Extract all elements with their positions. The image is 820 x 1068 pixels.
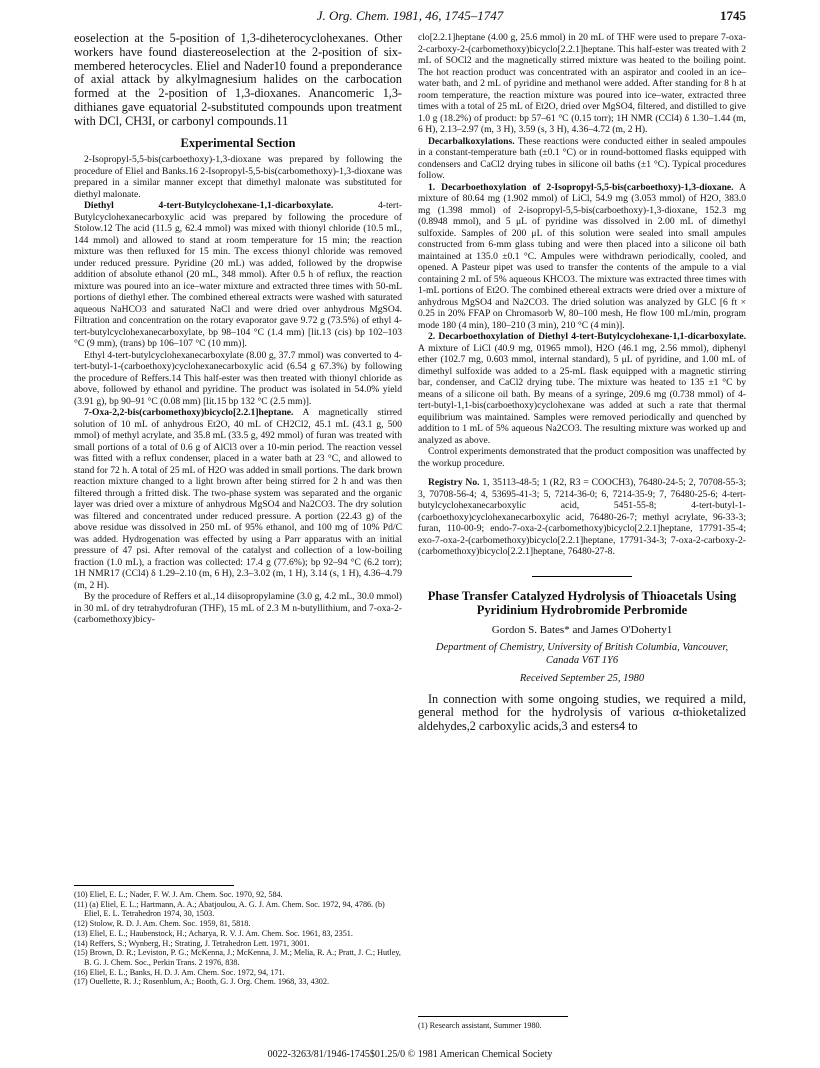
footnote: (14) Reffers, S.; Wynberg, H.; Strating, J. Tetrahedron Lett. 1971, 3001.: [74, 938, 310, 948]
paragraph: Diethyl 4-tert-Butylcyclohexane-1,1-dicarboxylate. 4-tert-Butylcyclohexanecarboxylic acid was prepared by following the procedure of Stolow.12 The acid (11.5 g, 62.4 mmol) was mixed with thionyl chloride (10.5 mL, 144 mmol) and allowed to stand at room temperature for 15 min; the reaction mixture was then refluxed for 15 min. The excess thionyl chloride was removed under reduced pressure. Pyridine (20 mL) was added, followed by the dropwise addition of absolute ethanol (20 mL, 348 mmol). After 0.5 h of reflux, the reaction mixture was poured into an ice–water mixture and extracted three times with 50-mL portions of diethyl ether. The combined ethereal extracts were washed with saturated aqueous NaHCO3 and saturated NaCl and were dried over anhydrous MgSO4. Filtration and concentration on the rotary evaporator gave 9.72 g (73.5%) of ethyl 4-tert-butylcyclohexanecarboxylate, bp 98–104 °C (1.4 mm) [lit.13 (cis) bp 102–103 °C (9 mm), (trans) bp 106–107 °C (10 mm)].: [74, 200, 402, 350]
affiliation: Department of Chemistry, University of British Columbia, Vancouver, Canada V6T 1Y6: [435, 642, 729, 666]
footnote-rule: [418, 1016, 568, 1017]
paragraph: Decarbalkoxylations. These reactions were conducted either in sealed ampoules in a constant-temperature bath (±0.1 °C) or in round-bottomed flasks equipped with condensers and CaCl2 drying tubes in silicone oil baths (±1 °C). Typical procedures follow.: [418, 135, 746, 181]
page-footer: 0022-3263/81/1946-1745$01.25/0 © 1981 American Chemical Society: [267, 1049, 553, 1060]
paragraph-heading: 7-Oxa-2,2-bis(carbomethoxy)bicyclo[2.2.1]heptane.: [84, 407, 294, 419]
paragraph-heading: 1. Decarboethoxylation of 2-Isopropyl-5,5-bis(carboethoxy)-1,3-dioxane.: [428, 181, 734, 193]
footnote: (13) Eliel, E. L.; Haubenstock, H.; Acharya, R. V. J. Am. Chem. Soc. 1961, 83, 2351.: [74, 928, 353, 938]
paragraph: 2-Isopropyl-5,5-bis(carboethoxy)-1,3-dioxane was prepared by following the procedure of Eliel and Banks.16 2-Isopropyl-5,5-bis(carbomethoxy)-1,3-dioxane was prepared in a similar manner except that dimethyl malonate was substituted for diethyl malonate.: [74, 154, 402, 200]
registry-paragraph: Registry No. 1, 35113-48-5; 1 (R2, R3 = COOCH3), 76480-24-5; 2, 70708-55-3; 3, 70708-56-4; 4, 53695-41-3; 5, 7214-36-0; 6, 7214-35-9; 7, 76480-25-6; 4-tert-butylcyclohexanecarboxylic acid, 5451-55-8; 4-tert-butyl-1-(carboethoxy)cyclohexanecarboxylic acid, 76480-26-7; methyl acrylate, 96-33-3; furan, 110-00-9; endo-7-oxa-2-(carbomethoxy)bicyclo[2.2.1]heptane, 17791-35-4; exo-7-oxa-2-(carbomethoxy)bicyclo[2.2.1]heptane, 17791-34-3; 7-oxa-2-carboxy-2-(carbomethoxy)bicyclo[2.2.1]heptane, 76480-27-8.: [418, 477, 747, 557]
received-date: Received September 25, 1980: [519, 673, 645, 684]
footnote: (15) Brown, D. R.; Leviston, P. G.; McKenna, J.; McKenna, J. M.; Melia, R. A.; Pratt, J. C.; Hutley, B. G. J. Chem. Soc., Perkin Trans. 2 1976, 838.: [74, 948, 401, 967]
footnote: (1) Research assistant, Summer 1980.: [418, 1021, 542, 1030]
paragraph-heading: Decarbalkoxylations.: [428, 135, 515, 147]
footnote: (16) Eliel, E. L.; Banks, H. D. J. Am. Chem. Soc. 1972, 94, 171.: [74, 967, 285, 977]
intro-paragraph: eoselection at the 5-position of 1,3-diheterocyclohexanes. Other workers have found diastereoselection at the 2-position of six-membered heterocycles. Eliel and Nader10 found a preponderance of axial attack by alkylmagnesium halides on the carbocation formed at the 2-position of 1,3-dioxanes. Anancomeric 1,3-dithianes gave equatorial 2-substituted compounds upon treatment with DCl, CH3I, or carbonyl compounds.11: [74, 31, 402, 128]
journal-citation: J. Org. Chem. 1981, 46, 1745–1747: [316, 8, 504, 23]
authors: Gordon S. Bates* and James O'Doherty1: [491, 623, 673, 636]
paragraph: Ethyl 4-tert-butylcyclohexanecarboxylate (8.00 g, 37.7 mmol) was converted to 4-tert-butyl-1-(carboethoxy)cyclohexanecarboxylic acid (6.54 g 67.3%) by following the procedure of Reffers.14 This half-ester was then treated with thionyl chloride as above, followed by ethanol and pyridine. The product was isolated in 54.0% yield (3.91 g), bp 90–91 °C (0.08 mm) [lit.15 bp 132 °C (2.5 mm)].: [74, 349, 402, 407]
paragraph: By the procedure of Reffers et al.,14 diisopropylamine (3.0 g, 4.2 mL, 30.0 mmol) in 30 mL of dry tetrahydrofuran (THF), 15 mL of 2.3 M n-butyllithium, and 7-oxa-2-(carbomethoxy)bicy-: [74, 591, 402, 626]
paragraph-heading: Diethyl 4-tert-Butylcyclohexane-1,1-dicarboxylate.: [84, 200, 334, 212]
page-number: 1745: [720, 8, 746, 23]
article-divider: [532, 576, 632, 577]
registry-heading: Registry No.: [428, 477, 480, 488]
paragraph: Control experiments demonstrated that the product composition was unaffected by the workup procedure.: [418, 446, 746, 469]
left-column: [74, 32, 402, 626]
right-column: [418, 32, 746, 734]
article-title: Phase Transfer Catalyzed Hydrolysis of Thioacetals Using Pyridinium Hydrobromide Perbromide: [427, 588, 737, 617]
footnotes: [74, 885, 402, 987]
right-footnote: [418, 1016, 746, 1030]
paragraph: 2. Decarboethoxylation of Diethyl 4-tert-Butylcyclohexane-1,1-dicarboxylate. A mixture of LiCl (40.9 mg, 01965 mmol), H2O (46.1 mg, 2.56 mmol), diphenyl ether (102.7 mg, 0.603 mmol, internal standard), 5 μL of pyridine, and 1.00 mL of dimethyl sulfoxide was added to a 25-mL flask equipped with a magnetic stirring bar, condenser, and CaCl2 drying tube. The mixture was heated to 135 ±1 °C by means of a silicone oil bath. By means of a syringe, 209.6 mg (0.738 mmol) of 4-tert-butyl-1,1-bis(carboethoxy)cyclohexane was added at such a rate that thermal equilibrium was maintained. Samples were removed periodically and quenched by addition to 1 mL of 5% aqueous Na2CO3. The resulting mixture was worked up and analyzed as above.: [418, 331, 746, 446]
footnote: (17) Ouellette, R. J.; Rosenblum, A.; Booth, G. J. Org. Chem. 1968, 33, 4302.: [74, 977, 330, 987]
footnote: (11) (a) Eliel, E. L.; Hartmann, A. A.; Abatjoulou, A. G. J. Am. Chem. Soc. 1972, 94, 4786. (b) Eliel, E. L. Tetrahedron 1974, 30, 1503.: [74, 899, 385, 919]
paragraph: 7-Oxa-2,2-bis(carbomethoxy)bicyclo[2.2.1]heptane. A magnetically stirred solution of 10 mL of anhydrous Et2O, 40 mL of CH2Cl2, 45.1 mL (43.1 g, 500 mmol) of methyl acrylate, and 35.8 mL (33.5 g, 492 mmol) of furan was treated with small portions of a total of 0.6 g of AlCl3 over a 10-min period. The reaction vessel was fitted with a reflux condenser, placed in a water bath at 23 °C, and allowed to stand for 72 h. A total of 25 mL of H2O was added in small portions. The dark brown reaction mixture changed to a light brown after being stirred for 2 h and was then filtered through a fritted disk. The two-phase system was separated and the organic layer was dried over a mixture of anhydrous MgSO4 and Na2CO3. The dry solution was filtered and concentrated under reduced pressure. A portion (22.43 g) of the above residue was dissolved in 250 mL of 95% ethanol, and 100 mg of 10% Pd/C was added. Hydrogenation was effected by using a Parr apparatus with an initial pressure of 47 psi. After removal of the catalyst and collection of a low-boiling fraction (1.0 mL), a fraction was collected: 17.4 g (77.6%); bp 92–94 °C (6.2 torr); 1H NMR17 (CCl4) δ 1.29–2.10 (m, 6 H), 2.3–3.02 (m, 1 H), 3.14 (s, 1 H), 4.36–4.79 (m, 2 H).: [74, 407, 402, 591]
footnote: (12) Stolow, R. D. J. Am. Chem. Soc. 1959, 81, 5818.: [74, 919, 251, 929]
article-intro: In connection with some ongoing studies, we required a mild, general method for the hydrolysis of various α-thioketalized aldehydes,2 carboxylic acids,3 and esters4 to: [418, 691, 746, 734]
running-header: [74, 8, 746, 26]
footnote: (10) Eliel, E. L.; Nader, F. W. J. Am. Chem. Soc. 1970, 92, 584.: [74, 890, 283, 899]
paragraph-heading: 2. Decarboethoxylation of Diethyl 4-tert-Butylcyclohexane-1,1-dicarboxylate.: [428, 331, 746, 342]
paragraph: 1. Decarboethoxylation of 2-Isopropyl-5,5-bis(carboethoxy)-1,3-dioxane. A mixture of 80.64 mg (1.902 mmol) of LiCl, 54.9 mg (3.053 mmol) of H2O, 383.0 mg (1.398 mmol) of 2-isopropyl-5,5-bis(carboethoxy)-1,3-dioxane, 152.3 mg (0.8948 mmol), and 5 μL of pyridine was dissolved in 2.00 mL of dimethyl sulfoxide. Samples of 200 μL of this solution were sealed into small ampules constructed from 6-mm glass tubing and were then placed into a silicone oil bath maintained at 135.0 ±0.1 °C. Ampules were withdrawn periodically, cooled, and opened. A Pasteur pipet was used to transfer the contents of the ampule to a vial containing 2 mL of 5% aqueous KHCO3. The mixture was extracted three times with 1-mL portions of Et2O. The combined ethereal extracts were dried over a mixture of anhydrous MgSO4 and Na2CO3. The dried solution was analyzed by GLC [6 ft × 0.25 in 20% FFAP on Chromasorb W, 80–100 mesh, He flow 100 mL/min, program mode 180 (4 min), 180–210 (3 min), 210 °C (4 min)].: [418, 181, 746, 331]
paragraph: clo[2.2.1]heptane (4.00 g, 25.6 mmol) in 20 mL of THF were used to prepare 7-oxa-2-carboxy-2-(carbomethoxy)bicyclo[2.2.1]heptane. This half-ester was treated with 2 mL of SOCl2 and the magnetically stirred mixture was heated to the boiling point. The hot reaction product was concentrated with an aspirator and cooled in an ice–water bath, and 2 mL of pyridine and methanol were added. After standing for 8 h at room temperature, the reaction mixture was poured into ice–water, extracted three times with a total of 25 mL of Et2O, dried over MgSO4, filtered, and distilled to give 1.0 g (18.2%) of product: bp 57–61 °C (0.15 torr); 1H NMR (CCl4) δ 1.30–1.44 (m, 6 H), 2.13–2.97 (m, 3 H), 3.59 (s, 3 H), 4.36–4.72 (m, 2 H).: [418, 32, 746, 135]
section-heading: Experimental Section: [180, 135, 296, 150]
footnote-rule: [74, 885, 234, 886]
